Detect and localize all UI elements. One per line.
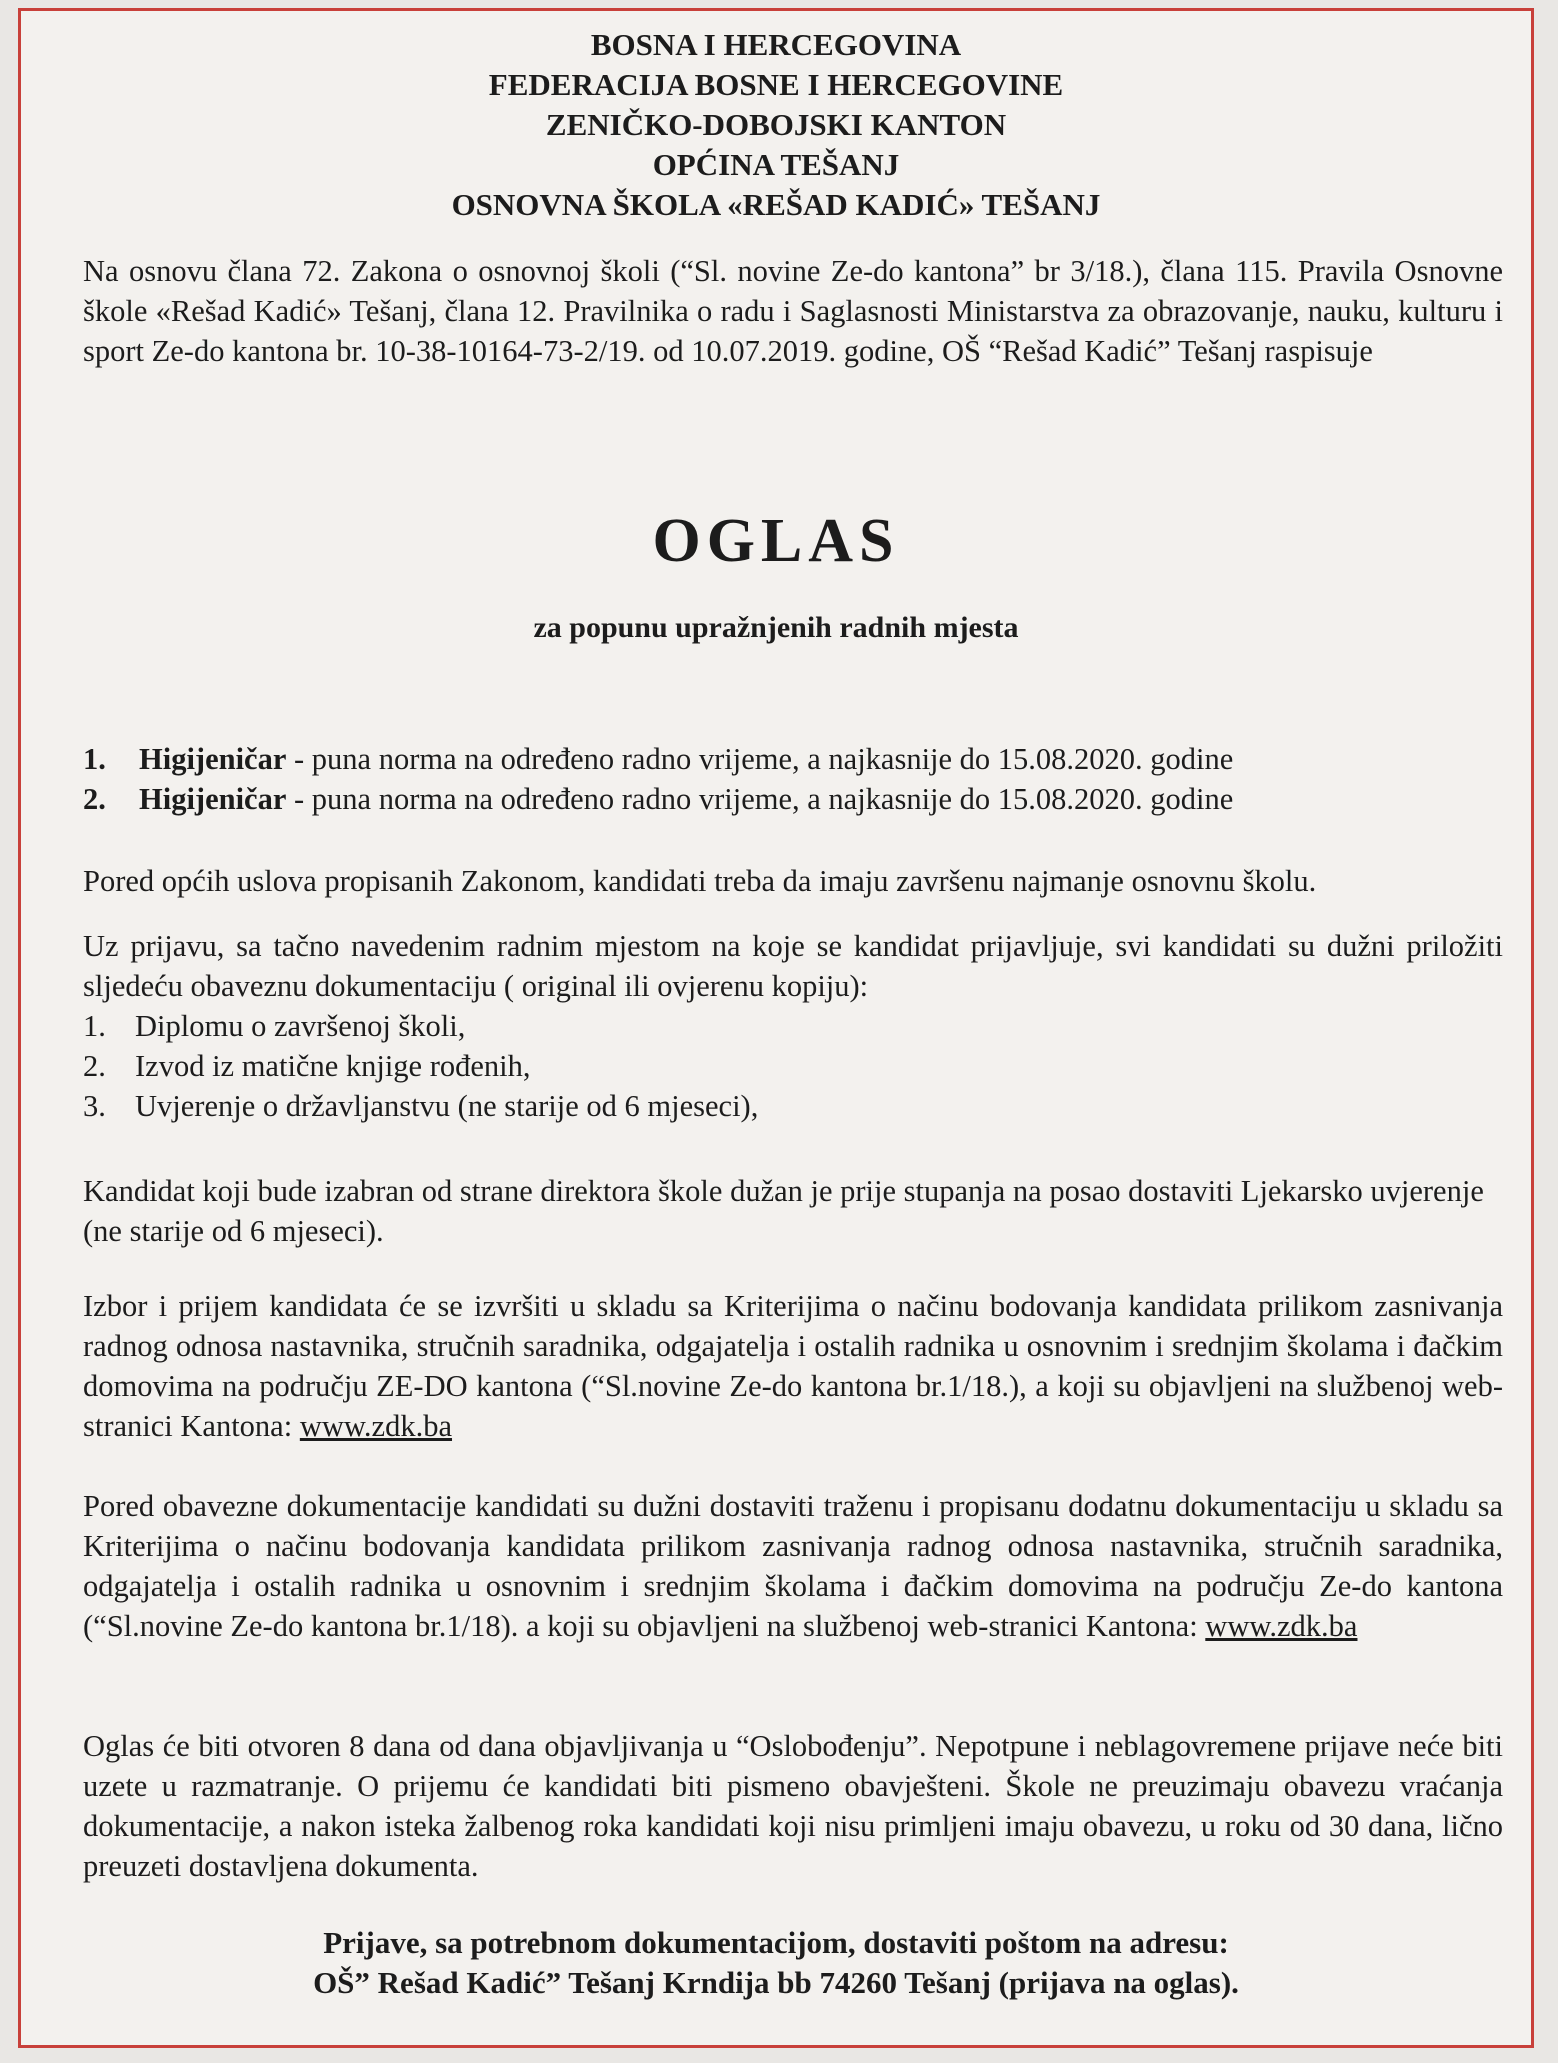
header-federation: FEDERACIJA BOSNE I HERCEGOVINE — [488, 67, 1064, 102]
documents-list — [83, 1006, 1503, 1126]
closing-paragraph: Oglas će biti otvoren 8 dana od dana objavljivanja u “Oslobođenju”. Nepotpune i neblagovremene prijave neće biti uzete u razmatranje. O prijemu će kandidati biti pismeno obavješteni. Škole ne preuzimaju obavezu vraćanja dokumentacije, a nakon isteka žalbenog roka kandidati koji nisu primljeni imaju obavezu, u roku od 30 dana, lično preuzeti dostavljena dokumenta. — [83, 1729, 1503, 1883]
document-header — [21, 25, 1531, 225]
zdk-link[interactable]: www.zdk.ba — [299, 1409, 453, 1443]
ad-frame — [18, 8, 1534, 2048]
footer-address-line: OŠ” Rešad Kadić” Tešanj Krndija bb 74260 Tešanj (prijava na oglas). — [313, 1965, 1239, 2000]
header-country: BOSNA I HERCEGOVINA — [590, 27, 962, 62]
conditions-paragraph: Pored općih uslova propisanih Zakonom, kandidati treba da imaju završenu najmanje osnovnu školu. — [83, 864, 1317, 898]
list-item — [83, 1006, 1503, 1046]
position-description: - puna norma na određeno radno vrijeme, a najkasnije do 15.08.2020. godine — [286, 742, 1234, 776]
selection-paragraph — [83, 1286, 1503, 1446]
list-item — [83, 1086, 1503, 1126]
list-item-text: Diplomu o završenoj školi, — [135, 1009, 466, 1043]
intro-paragraph: Na osnovu člana 72. Zakona o osnovnoj školi (“Sl. novine Ze-do kantona” br 3/18.), člana 115. Pravila Osnovne škole «Rešad Kadić» Tešanj, člana 12. Pravilnika o radu i Saglasnosti Ministarstva za obrazovanje, nauku, kulturu i sport Ze-do kantona br. 10-38-10164-73-2/19. od 10.07.2019. godine, OŠ “Rešad Kadić” Tešanj raspisuje — [83, 254, 1503, 368]
position-item — [83, 739, 1503, 779]
page-title: OGLAS — [652, 507, 900, 575]
medical-paragraph: Kandidat koji bude izabran od strane direktora škole dužan je prije stupanja na posao dostaviti Ljekarsko uvjerenje (ne starije od 6 mjeseci). — [83, 1174, 1484, 1248]
position-title: Higijeničar — [139, 742, 287, 776]
header-school: OSNOVNA ŠKOLA «REŠAD KADIĆ» TEŠANJ — [451, 187, 1101, 222]
list-item-text: Izvod iz matične knjige rođenih, — [135, 1049, 531, 1083]
list-item-number: 1. — [83, 1009, 106, 1043]
list-item-number: 2. — [83, 1049, 106, 1083]
page-subtitle: za popunu upražnjenih radnih mjesta — [533, 611, 1019, 644]
footer-instructions: Prijave, sa potrebnom dokumentacijom, dostaviti poštom na adresu: — [323, 1925, 1229, 1960]
position-title: Higijeničar — [139, 782, 287, 816]
position-item — [83, 779, 1503, 819]
list-item-text: Uvjerenje o državljanstvu (ne starije od 6 mjeseci), — [135, 1089, 759, 1123]
list-item — [83, 1046, 1503, 1086]
documents-intro: Uz prijavu, sa tačno navedenim radnim mjestom na koje se kandidat prijavljuje, svi kandidati su dužni priložiti sljedeću obaveznu dokumentaciju ( original ili ovjerenu kopiju): — [83, 929, 1503, 1003]
header-canton: ZENIČKO-DOBOJSKI KANTON — [545, 107, 1007, 142]
position-number: 2. — [83, 782, 106, 816]
footer-address — [21, 1923, 1531, 2003]
header-municipality: OPĆINA TEŠANJ — [652, 147, 900, 182]
selection-text: Izbor i prijem kandidata će se izvršiti u skladu sa Kriterijima o načinu bodovanja kandidata prilikom zasnivanja radnog odnosa nastavnika, stručnih saradnika, odgajatelja i ostalih radnika u osnovnim i srednjim školama i đačkim domovima na području ZE-DO kantona (“Sl.novine Ze-do kantona br.1/18.), a koji su objavljeni na službenoj web-stranici Kantona: — [83, 1289, 1503, 1443]
position-number: 1. — [83, 742, 106, 776]
additional-docs-paragraph — [83, 1486, 1503, 1646]
list-item-number: 3. — [83, 1089, 106, 1123]
position-description: - puna norma na određeno radno vrijeme, a najkasnije do 15.08.2020. godine — [286, 782, 1234, 816]
zdk-link[interactable]: www.zdk.ba — [1205, 1609, 1358, 1643]
additional-docs-text: Pored obavezne dokumentacije kandidati su dužni dostaviti traženu i propisanu dodatnu dokumentaciju u skladu sa Kriterijima o načinu bodovanja kandidata prilikom zasnivanja radnog odnosa nastavnika, stručnih saradnika, odgajatelja i ostalih radnika u osnovnim i srednjim školama i đačkim domovima na području Ze-do kantona (“Sl.novine Ze-do kantona br.1/18). a koji su objavljeni na službenoj web-stranici Kantona: — [83, 1489, 1503, 1643]
